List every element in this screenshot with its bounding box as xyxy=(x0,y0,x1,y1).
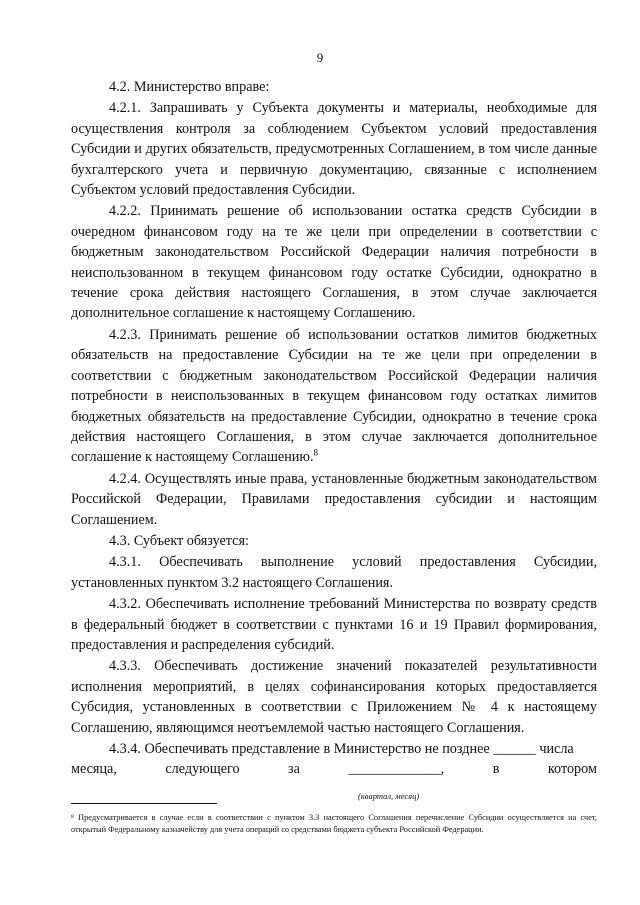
footnote-divider xyxy=(71,803,217,804)
footnote-ref: 8 xyxy=(313,447,319,458)
paragraph-4-2-3-text: 4.2.3. Принимать решение об использовании остатков лимитов бюджетных обязательств на предоставление Субсидии на те же цели при определении в соответствии с бюджетным законодательством Российской Федерации наличия потребности в неиспользованных в текущем финансовом году остатках лимитов бюджетных обязательств на предоставление Субсидии, однократно в течение срока действия настоящего Соглашения, в этом случае заключается дополнительное соглашение к настоящему Соглашению. xyxy=(71,326,597,466)
paragraph-4-3-3: 4.3.3. Обеспечивать достижение значений показателей результативности исполнения мероприятий, в целях софинансирования которых предоставляется Субсидия, установленных в соответствии с Приложением № 4 к настоящему Соглашению, являющимся неотъемлемой частью настоящего Соглашения. xyxy=(71,658,597,736)
paragraph-4-2-1: 4.2.1. Запрашивать у Субъекта документы и материалы, необходимые для осуществления контроля за соблюдением Субъектом условий предоставления Субсидии и других обязательств, предусмотренных Соглашением, в том числе данные бухгалтерского учета и первичную документацию, связанные с исполнением Субъектом условий предоставления Субсидии. xyxy=(71,100,597,199)
paragraph-4-2-4: 4.2.4. Осуществлять иные права, установленные бюджетным законодательством Российской Федерации, Правилами предоставления субсидии и настоящим Соглашением. xyxy=(71,470,597,528)
word: месяца, xyxy=(71,761,117,778)
blank-field: _____________, xyxy=(348,761,445,778)
word: за xyxy=(288,761,300,778)
page-number: 9 xyxy=(316,50,324,65)
paragraph-4-3: 4.3. Субъект обязуется: xyxy=(109,532,249,549)
paragraph-4-3-2: 4.3.2. Обеспечивать исполнение требований Министерства по возврату средств в федеральный бюджет в соответствии с пунктами 16 и 19 Правил формирования, предоставления и распределения субсидий. xyxy=(71,596,597,653)
paragraph-4-2-2: 4.2.2. Принимать решение об использовании остатка средств Субсидии в очередном финансовом году на те же цели при определении в соответствии с бюджетным законодательством Российской Федерации наличия потребности в неиспользованном в текущем финансовом году остатке Субсидии, однократно в течение срока действия настоящего Соглашения, в этом случае заключается дополнительное соглашение к настоящему Соглашению. xyxy=(71,203,597,322)
document-body xyxy=(71,77,597,780)
word: следующего xyxy=(165,761,240,778)
word: котором xyxy=(547,761,597,778)
paragraph-4-3-4: 4.3.4. Обеспечивать представление в Министерство не позднее ______ числа xyxy=(109,741,574,757)
paragraph-4-2-3 xyxy=(71,325,597,468)
paragraph-4-3-4-continuation xyxy=(71,759,597,779)
footnote: ⁸ Предусматривается в случае если в соответствии с пунктом 3.3 настоящего Соглашения перечисление Субсидии осуществляется на счет, открытый Федеральному казначейству для учета операций со средствами бюджета субъекта Российской Федерации. xyxy=(71,813,597,834)
field-hint: (квартал, месяц) xyxy=(358,791,420,801)
word: в xyxy=(492,761,500,778)
paragraph-4-3-1: 4.3.1. Обеспечивать выполнение условий предоставления Субсидии, установленных пунктом 3.2 настоящего Соглашения. xyxy=(71,554,597,591)
paragraph-4-2: 4.2. Министерство вправе: xyxy=(109,79,270,95)
